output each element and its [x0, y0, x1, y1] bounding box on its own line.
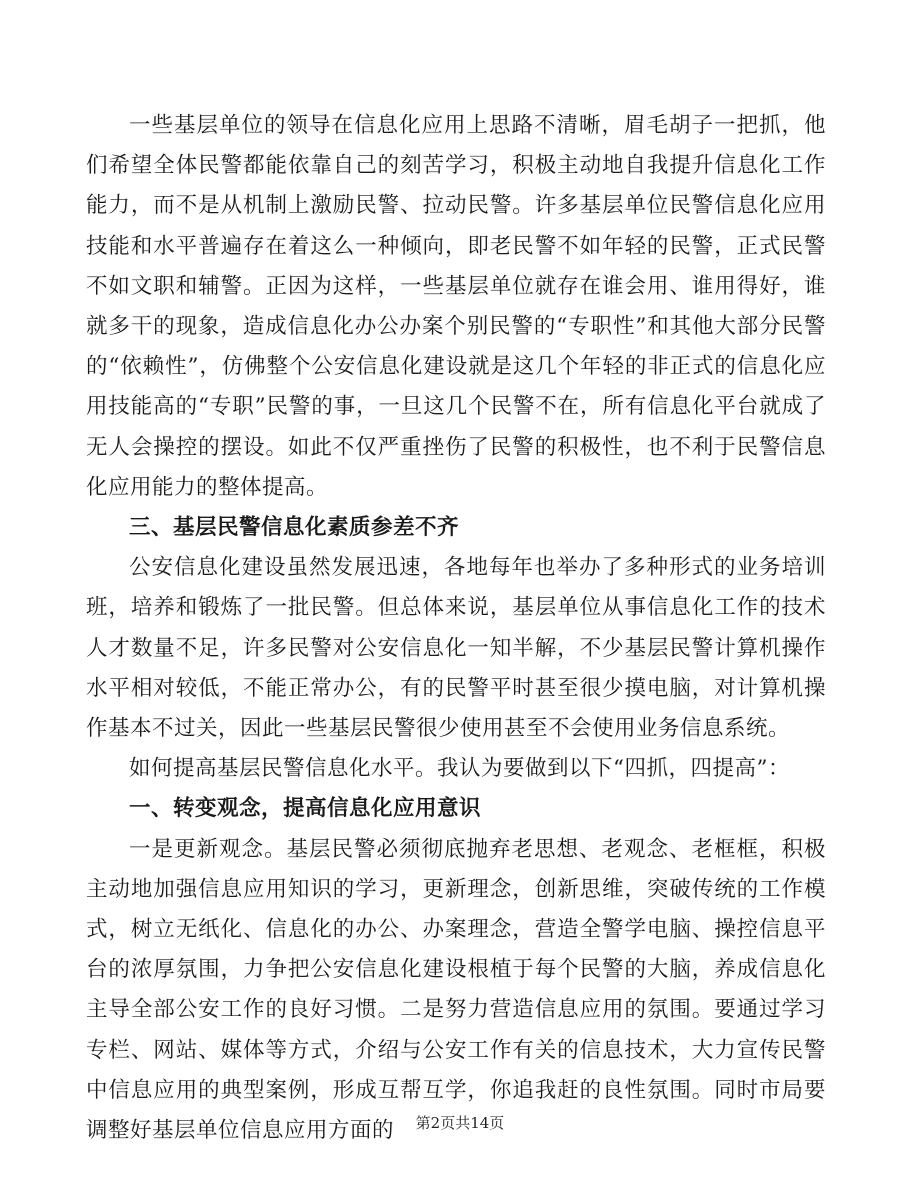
paragraph-leadership-issues: 一些基层单位的领导在信息化应用上思路不清晰，眉毛胡子一把抓，他们希望全体民警都能依靠自己的刻苦学习，积极主动地自我提升信息化工作能力，而不是从机制上激励民警、拉动民警。许多基层单位民警信息化应用技能和水平普遍存在着这么一种倾向，即老民警不如年轻的民警，正式民警不如文职和辅警。正因为这样，一些基层单位就存在谁会用、谁用得好，谁就多干的现象，造成信息化办公办案个别民警的“专职性”和其他大部分民警的“依赖性”，仿佛整个公安信息化建设就是这几个年轻的非正式的信息化应用技能高的“专职”民警的事，一旦这几个民警不在，所有信息化平台就成了无人会操控的摆设。如此不仅严重挫伤了民警的积极性，也不利于民警信息化应用能力的整体提高。 — [86, 113, 826, 500]
paragraph-training: 公安信息化建设虽然发展迅速，各地每年也举办了多种形式的业务培训班，培养和锻炼了一批民警。但总体来说，基层单位从事信息化工作的技术人才数量不足，许多民警对公安信息化一知半解，不少基层民警计算机操作水平相对较低，不能正常办公，有的民警平时甚至很少摸电脑，对计算机操作基本不过关，因此一些基层民警很少使用甚至不会使用业务信息系统。 — [86, 555, 826, 742]
page-number: 第2页共14页 — [415, 1114, 505, 1132]
section-heading-quality: 三、基层民警信息化素质参差不齐 — [129, 515, 460, 541]
paragraph-update-concepts: 一是更新观念。基层民警必须彻底抛弃老思想、老观念、老框框，积极主动地加强信息应用知识的学习，更新理念，创新思维，突破传统的工作模式，树立无纸化、信息化的办公、办案理念，营造全警学电脑、操控信息平台的浓厚氛围，力争把公安信息化建设根植于每个民警的大脑，养成信息化主导全部公安工作的良好习惯。二是努力营造信息应用的氛围。要通过学习专栏、网站、媒体等方式，介绍与公安工作有关的信息技术，大力宣传民警中信息应用的典型案例，形成互帮互学，你追我赶的良性氛围。同时市局要调整好基层单位信息应用方面的 — [86, 836, 826, 1144]
section-heading-change-concepts: 一、转变观念，提高信息化应用意识 — [129, 796, 482, 822]
paragraph-how-to-improve: 如何提高基层民警信息化水平。我认为要做到以下“四抓，四提高”： — [129, 756, 790, 782]
document-body — [86, 106, 826, 1151]
